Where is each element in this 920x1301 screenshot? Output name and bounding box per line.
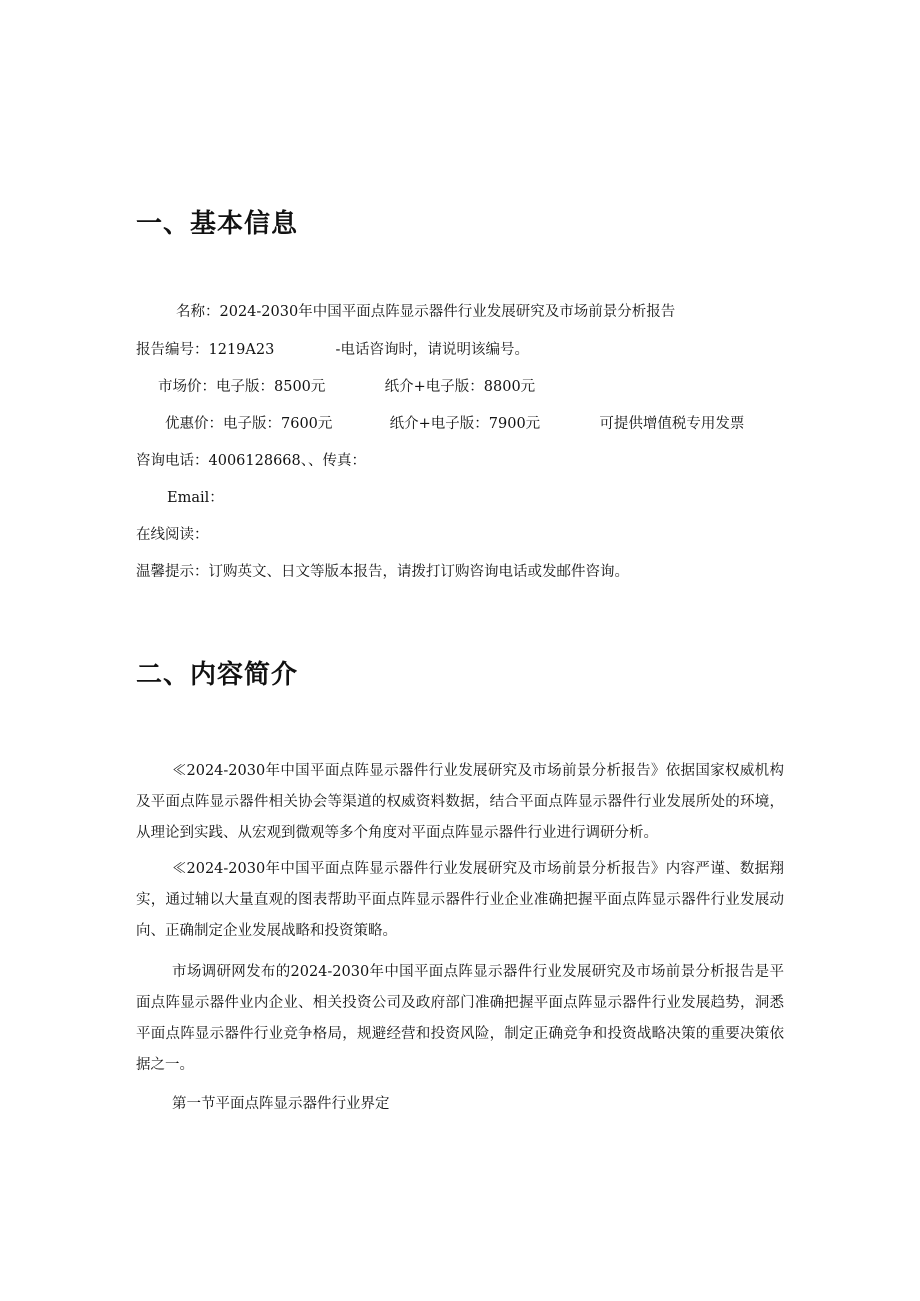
- report-name: 名称：2024-2030年中国平面点阵显示器件行业发展研究及市场前景分析报告: [176, 304, 676, 320]
- notice: 温馨提示：订购英文、日文等版本报告，请拨打订购咨询电话或发邮件咨询。: [136, 564, 629, 580]
- intro-paragraph-3: 市场调研网发布的2024-2030年中国平面点阵显示器件行业发展研究及市场前景分析报告是平面点阵显示器件业内企业、相关投资公司及政府部门准确把握平面点阵显示器件行业发展趋势，洞悉平面点阵显示器件行业竞争格局，规避经营和投资风险，制定正确竞争和投资战略决策的重要决策依据之一。: [136, 964, 784, 1073]
- intro-paragraph-2: ≪2024-2030年中国平面点阵显示器件行业发展研究及市场前景分析报告》内容严谨、数据翔实，通过辅以大量直观的图表帮助平面点阵显示器件行业企业准确把握平面点阵显示器件行业发展动向、正确制定企业发展战略和投资策略。: [136, 861, 784, 939]
- market-price: [158, 377, 535, 397]
- discount-price-print: 纸介+电子版：7900元: [389, 416, 541, 432]
- email-line: Email：: [167, 490, 224, 506]
- report-code: [136, 340, 529, 360]
- report-code-label: 报告编号：1219A23: [136, 342, 275, 358]
- market-price-print: 纸介+电子版：8800元: [384, 379, 536, 395]
- section-heading-content-intro: 二、内容简介: [136, 660, 299, 690]
- market-price-electronic: 市场价：电子版：8500元: [158, 379, 326, 395]
- online-read: 在线阅读：: [136, 527, 209, 543]
- invoice-note: 可提供增值税专用发票: [599, 416, 745, 432]
- consult-phone: 咨询电话：4006128668、、传真：: [136, 453, 367, 469]
- subsection-title: 第一节平面点阵显示器件行业界定: [172, 1096, 390, 1112]
- section-heading-basic-info: 一、基本信息: [136, 209, 299, 239]
- discount-price: [165, 414, 744, 434]
- discount-price-electronic: 优惠价：电子版：7600元: [165, 416, 333, 432]
- intro-paragraph-1: ≪2024-2030年中国平面点阵显示器件行业发展研究及市场前景分析报告》依据国家权威机构及平面点阵显示器件相关协会等渠道的权威资料数据，结合平面点阵显示器件行业发展所处的环境，从理论到实践、从宏观到微观等多个角度对平面点阵显示器件行业进行调研分析。: [136, 763, 784, 841]
- report-code-note: -电话咨询时，请说明该编号。: [335, 342, 529, 358]
